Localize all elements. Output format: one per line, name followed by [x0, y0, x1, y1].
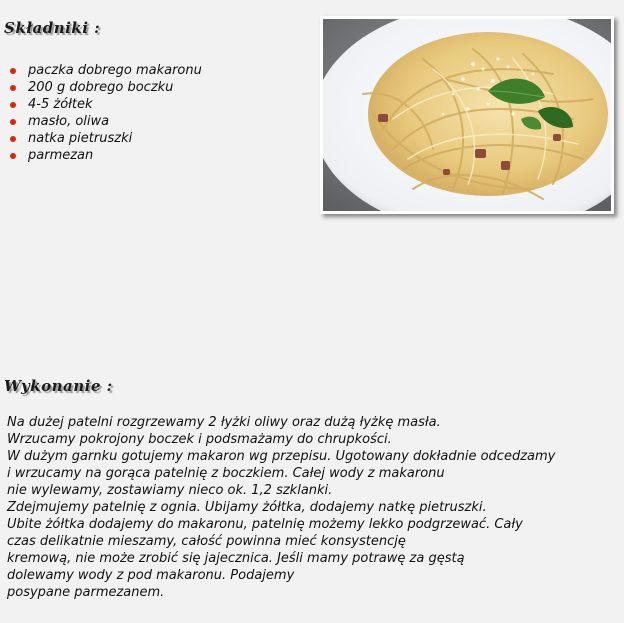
method-text [7, 414, 617, 601]
method-line: Wrzucamy pokrojony boczek i podsmażamy do chrupkości. [7, 432, 392, 447]
method-line: W dużym garnku gotujemy makaron wg przepisu. Ugotowany dokładnie odcedzamy [7, 449, 556, 464]
bullet-icon [10, 85, 16, 91]
method-line: posypane parmezanem. [7, 585, 165, 600]
list-item [10, 147, 202, 164]
list-item [10, 79, 202, 96]
ingredient-label: natka pietruszki [28, 131, 133, 146]
ingredients-list [10, 62, 202, 164]
method-heading: Wykonanie : [4, 377, 113, 395]
ingredient-label: paczka dobrego makaronu [28, 63, 202, 78]
ingredients-heading: Składniki : [4, 19, 101, 37]
ingredient-label: parmezan [28, 148, 94, 163]
method-line: Ubite żółtka dodajemy do makaronu, patelnię możemy lekko podgrzewać. Cały [7, 517, 523, 532]
bullet-icon [10, 153, 16, 159]
method-line: dolewamy wody z pod makaronu. Podajemy [7, 568, 295, 583]
bullet-icon [10, 102, 16, 108]
list-item [10, 113, 202, 130]
dish-photo [320, 16, 614, 214]
method-line: czas delikatnie mieszamy, całość powinna mieć konsystencję [7, 534, 406, 549]
method-line: Zdejmujemy patelnię z ognia. Ubijamy żółtka, dodajemy natkę pietruszki. [7, 500, 487, 515]
method-line: kremową, nie może zrobić się jajecznica. Jeśli mamy potrawę za gęstą [7, 551, 465, 566]
list-item [10, 96, 202, 113]
method-line: i wrzucamy na gorąca patelnię z boczkiem. Całej wody z makaronu [7, 466, 445, 481]
ingredient-label: 4-5 żółtek [28, 97, 93, 112]
ingredient-label: 200 g dobrego boczku [28, 80, 174, 95]
ingredient-label: masło, oliwa [28, 114, 110, 129]
list-item [10, 62, 202, 79]
method-line: nie wylewamy, zostawiamy nieco ok. 1,2 szklanki. [7, 483, 333, 498]
bullet-icon [10, 119, 16, 125]
list-item [10, 130, 202, 147]
pasta-carbonara-photo [323, 19, 611, 211]
bullet-icon [10, 68, 16, 74]
method-line: Na dużej patelni rozgrzewamy 2 łyżki oliwy oraz dużą łyżkę masła. [7, 415, 441, 430]
bullet-icon [10, 136, 16, 142]
